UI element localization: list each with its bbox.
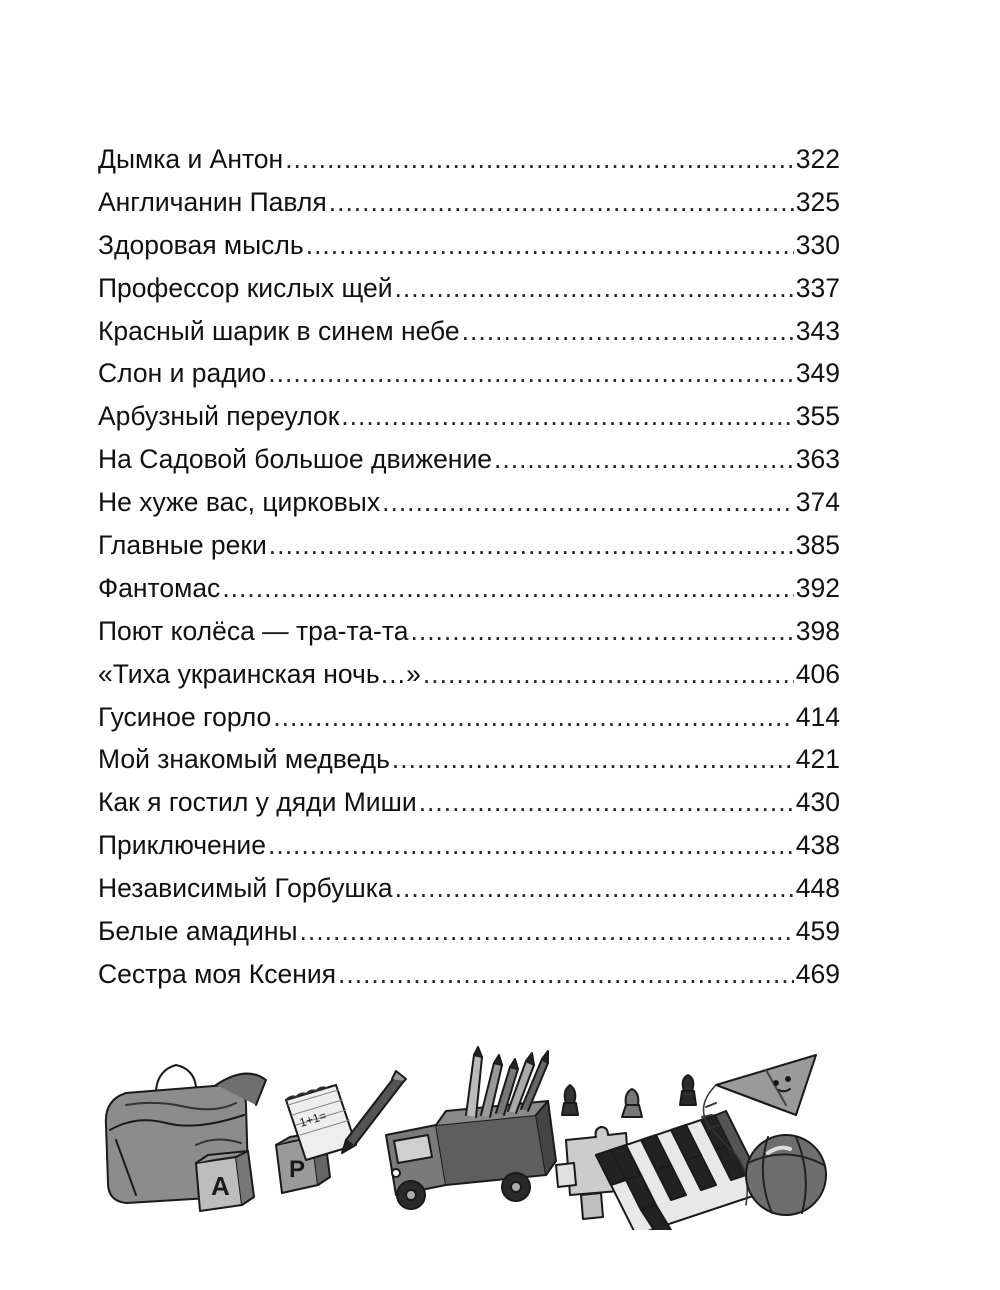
toc-leader-dots bbox=[395, 267, 794, 310]
toc-leader-dots bbox=[268, 824, 794, 867]
toc-entry-title: Главные реки bbox=[98, 530, 267, 561]
toc-leader-dots bbox=[268, 352, 794, 395]
toc-entry bbox=[98, 267, 840, 310]
toc-entry bbox=[98, 181, 840, 224]
toc-entry-page: 385 bbox=[795, 530, 840, 561]
toc-entry-title: Независимый Горбушка bbox=[98, 873, 393, 904]
toc-entry-title: Сестра моя Ксения bbox=[98, 958, 336, 989]
toc-entry bbox=[98, 310, 840, 353]
toc-entry-title: Гусиное горло bbox=[98, 701, 272, 732]
toc-entry-page: 374 bbox=[795, 487, 840, 518]
toc-entry bbox=[98, 352, 840, 395]
toc-entry-page: 406 bbox=[795, 658, 840, 689]
toc-entry bbox=[98, 524, 840, 567]
toc-leader-dots bbox=[285, 138, 794, 181]
toc-entry-page: 438 bbox=[795, 830, 840, 861]
ball-icon bbox=[746, 1135, 826, 1215]
toc-leader-dots bbox=[419, 781, 794, 824]
toc-leader-dots bbox=[300, 910, 794, 953]
block-letter-r: Р bbox=[289, 1156, 306, 1183]
toc-entry-page: 343 bbox=[795, 315, 840, 346]
toc-entry-title: Красный шарик в синем небе bbox=[98, 315, 460, 346]
toc-entry bbox=[98, 910, 840, 953]
toc-entry bbox=[98, 138, 840, 181]
toy-truck-icon bbox=[386, 1101, 556, 1209]
toc-entry-page: 459 bbox=[795, 916, 840, 947]
toc-entry-page: 469 bbox=[795, 958, 840, 989]
toc-entry-title: «Тиха украинская ночь…» bbox=[98, 658, 421, 689]
toc-entry-page: 430 bbox=[795, 787, 840, 818]
toc-leader-dots bbox=[273, 696, 794, 739]
toc-entry-page: 398 bbox=[795, 615, 840, 646]
toc-entry-title: На Садовой большое движение bbox=[98, 444, 492, 475]
chessboard-icon bbox=[596, 1111, 766, 1230]
toc-entry-page: 325 bbox=[795, 186, 840, 217]
toc-entry-page: 330 bbox=[795, 229, 840, 260]
toc-entry-title: Фантомас bbox=[98, 572, 221, 603]
toc-leader-dots bbox=[341, 395, 793, 438]
toc-entry-title: Здоровая мысль bbox=[98, 229, 304, 260]
toc-leader-dots bbox=[395, 867, 794, 910]
toc-entry bbox=[98, 696, 840, 739]
toc-entry-page: 448 bbox=[795, 873, 840, 904]
toc-entry-title: Поют колёса — тра-та-та bbox=[98, 615, 409, 646]
toc-entry-title: Англичанин Павля bbox=[98, 186, 327, 217]
block-letter-a: А bbox=[211, 1171, 230, 1201]
toc-entry-title: Дымка и Антон bbox=[98, 144, 284, 174]
toc-entry bbox=[98, 781, 840, 824]
toc-entry-page: 421 bbox=[795, 744, 840, 775]
toc-entry-title: Как я гостил у дяди Миши bbox=[98, 787, 417, 818]
toc-entry bbox=[98, 438, 840, 481]
toc-entry bbox=[98, 567, 840, 610]
toc-entry bbox=[98, 867, 840, 910]
table-of-contents bbox=[98, 138, 840, 996]
toc-entry-page: 392 bbox=[795, 572, 840, 603]
toys-illustration-svg bbox=[96, 1045, 840, 1230]
toc-entry-title: Арбузный переулок bbox=[98, 401, 340, 432]
toc-entry bbox=[98, 653, 840, 696]
toc-entry-page: 414 bbox=[795, 701, 840, 732]
toc-leader-dots bbox=[269, 524, 794, 567]
toc-entry-title: Не хуже вас, цирковых bbox=[98, 487, 381, 518]
toc-leader-dots bbox=[382, 481, 794, 524]
toc-entry-page: 363 bbox=[795, 444, 840, 475]
toc-leader-dots bbox=[462, 310, 794, 353]
toc-entry bbox=[98, 481, 840, 524]
toc-entry bbox=[98, 610, 840, 653]
toc-leader-dots bbox=[410, 610, 793, 653]
toc-leader-dots bbox=[392, 738, 794, 781]
toc-leader-dots bbox=[494, 438, 794, 481]
toys-illustration bbox=[96, 1045, 840, 1230]
toc-leader-dots bbox=[423, 653, 794, 696]
toc-entry-page: 322 bbox=[795, 144, 840, 174]
chess-piece-icon bbox=[562, 1075, 696, 1117]
toc-entry bbox=[98, 395, 840, 438]
toc-entry bbox=[98, 224, 840, 267]
toc-leader-dots bbox=[338, 953, 794, 996]
toc-entry-page: 355 bbox=[795, 401, 840, 432]
toc-leader-dots bbox=[306, 224, 794, 267]
toc-leader-dots bbox=[222, 567, 793, 610]
toc-entry bbox=[98, 953, 840, 996]
toc-entry-page: 349 bbox=[795, 358, 840, 389]
toc-entry-page: 337 bbox=[795, 272, 840, 303]
toc-entry-title: Приключение bbox=[98, 830, 266, 861]
notebook-text: 1+1= bbox=[297, 1108, 329, 1130]
toc-entry bbox=[98, 824, 840, 867]
toc-leader-dots bbox=[329, 181, 794, 224]
toc-entry-title: Профессор кислых щей bbox=[98, 272, 393, 303]
toc-entry-title: Слон и радио bbox=[98, 358, 267, 389]
toc-entry-title: Белые амадины bbox=[98, 916, 298, 947]
toc-entry bbox=[98, 738, 840, 781]
toc-entry-title: Мой знакомый медведь bbox=[98, 744, 390, 775]
